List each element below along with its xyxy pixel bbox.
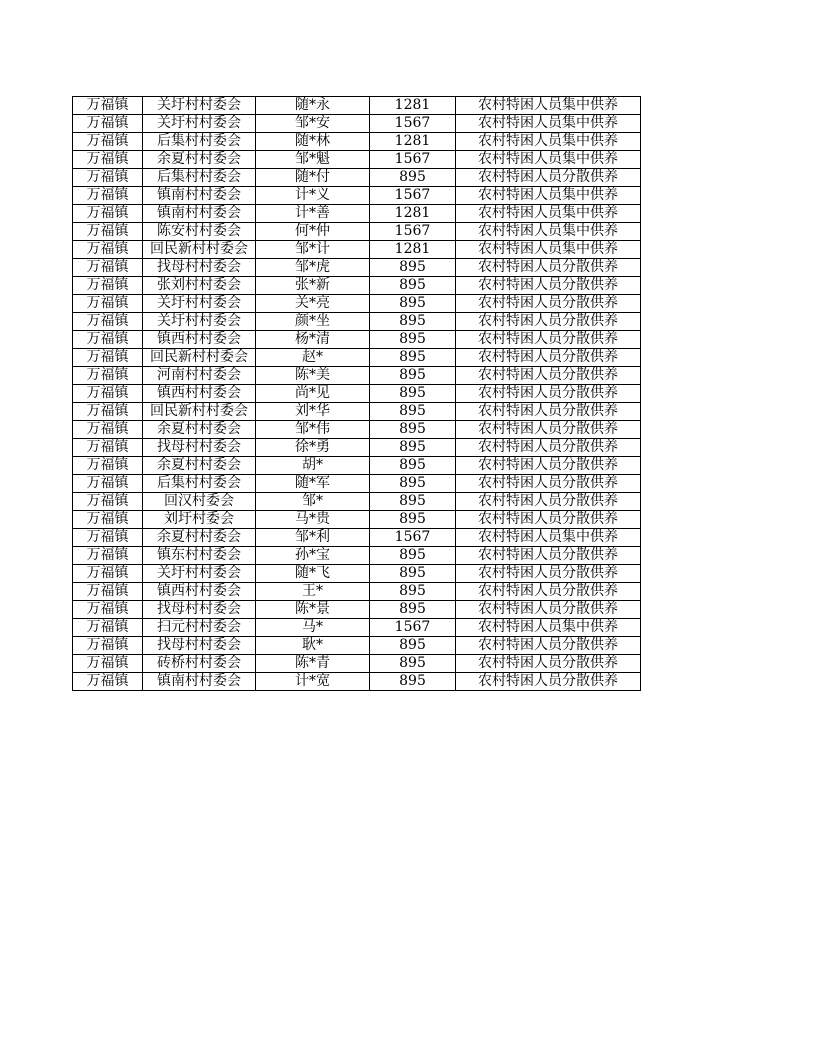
amount-cell: 895 bbox=[370, 511, 456, 529]
table-row bbox=[73, 385, 641, 403]
town-cell: 万福镇 bbox=[73, 439, 143, 457]
amount-cell: 895 bbox=[370, 475, 456, 493]
name-cell: 计*善 bbox=[256, 205, 370, 223]
amount-cell: 895 bbox=[370, 421, 456, 439]
name-cell: 随*军 bbox=[256, 475, 370, 493]
table-row bbox=[73, 313, 641, 331]
table-row bbox=[73, 403, 641, 421]
village-cell: 找母村村委会 bbox=[143, 259, 256, 277]
table-row bbox=[73, 529, 641, 547]
table-row bbox=[73, 457, 641, 475]
amount-cell: 895 bbox=[370, 493, 456, 511]
town-cell: 万福镇 bbox=[73, 583, 143, 601]
amount-cell: 1281 bbox=[370, 241, 456, 259]
town-cell: 万福镇 bbox=[73, 295, 143, 313]
support-type-cell: 农村特困人员分散供养 bbox=[456, 313, 641, 331]
support-type-cell: 农村特困人员分散供养 bbox=[456, 385, 641, 403]
village-cell: 镇南村村委会 bbox=[143, 205, 256, 223]
name-cell: 随*飞 bbox=[256, 565, 370, 583]
name-cell: 邹*魁 bbox=[256, 151, 370, 169]
village-cell: 后集村村委会 bbox=[143, 169, 256, 187]
amount-cell: 895 bbox=[370, 601, 456, 619]
table-row bbox=[73, 511, 641, 529]
amount-cell: 895 bbox=[370, 277, 456, 295]
amount-cell: 895 bbox=[370, 403, 456, 421]
village-cell: 回民新村村委会 bbox=[143, 349, 256, 367]
table-row bbox=[73, 151, 641, 169]
name-cell: 马*贵 bbox=[256, 511, 370, 529]
support-type-cell: 农村特困人员分散供养 bbox=[456, 493, 641, 511]
name-cell: 刘*华 bbox=[256, 403, 370, 421]
town-cell: 万福镇 bbox=[73, 565, 143, 583]
support-type-cell: 农村特困人员集中供养 bbox=[456, 619, 641, 637]
amount-cell: 895 bbox=[370, 367, 456, 385]
town-cell: 万福镇 bbox=[73, 205, 143, 223]
support-type-cell: 农村特困人员分散供养 bbox=[456, 277, 641, 295]
support-type-cell: 农村特困人员集中供养 bbox=[456, 133, 641, 151]
table-row bbox=[73, 493, 641, 511]
name-cell: 邹*虎 bbox=[256, 259, 370, 277]
amount-cell: 895 bbox=[370, 583, 456, 601]
town-cell: 万福镇 bbox=[73, 457, 143, 475]
town-cell: 万福镇 bbox=[73, 493, 143, 511]
name-cell: 胡* bbox=[256, 457, 370, 475]
support-type-cell: 农村特困人员集中供养 bbox=[456, 115, 641, 133]
amount-cell: 1281 bbox=[370, 133, 456, 151]
village-cell: 关圩村村委会 bbox=[143, 565, 256, 583]
town-cell: 万福镇 bbox=[73, 403, 143, 421]
amount-cell: 895 bbox=[370, 295, 456, 313]
support-type-cell: 农村特困人员分散供养 bbox=[456, 475, 641, 493]
name-cell: 何*仲 bbox=[256, 223, 370, 241]
amount-cell: 1281 bbox=[370, 97, 456, 115]
village-cell: 刘圩村委会 bbox=[143, 511, 256, 529]
table-row bbox=[73, 439, 641, 457]
town-cell: 万福镇 bbox=[73, 655, 143, 673]
name-cell: 邹*计 bbox=[256, 241, 370, 259]
support-type-cell: 农村特困人员分散供养 bbox=[456, 259, 641, 277]
table-row bbox=[73, 619, 641, 637]
support-type-cell: 农村特困人员分散供养 bbox=[456, 637, 641, 655]
town-cell: 万福镇 bbox=[73, 529, 143, 547]
village-cell: 镇西村村委会 bbox=[143, 583, 256, 601]
name-cell: 王* bbox=[256, 583, 370, 601]
support-type-cell: 农村特困人员分散供养 bbox=[456, 403, 641, 421]
town-cell: 万福镇 bbox=[73, 151, 143, 169]
support-type-cell: 农村特困人员集中供养 bbox=[456, 223, 641, 241]
town-cell: 万福镇 bbox=[73, 223, 143, 241]
table-row bbox=[73, 349, 641, 367]
support-type-cell: 农村特困人员分散供养 bbox=[456, 655, 641, 673]
town-cell: 万福镇 bbox=[73, 259, 143, 277]
support-type-cell: 农村特困人员分散供养 bbox=[456, 169, 641, 187]
table-row bbox=[73, 97, 641, 115]
amount-cell: 895 bbox=[370, 169, 456, 187]
relief-roster-table bbox=[72, 96, 641, 691]
village-cell: 余夏村村委会 bbox=[143, 151, 256, 169]
amount-cell: 895 bbox=[370, 637, 456, 655]
table-row bbox=[73, 601, 641, 619]
town-cell: 万福镇 bbox=[73, 547, 143, 565]
village-cell: 镇西村村委会 bbox=[143, 331, 256, 349]
name-cell: 邹*利 bbox=[256, 529, 370, 547]
village-cell: 余夏村村委会 bbox=[143, 457, 256, 475]
amount-cell: 1567 bbox=[370, 115, 456, 133]
table-row bbox=[73, 223, 641, 241]
table-row bbox=[73, 187, 641, 205]
support-type-cell: 农村特困人员分散供养 bbox=[456, 439, 641, 457]
table-row bbox=[73, 205, 641, 223]
name-cell: 随*永 bbox=[256, 97, 370, 115]
support-type-cell: 农村特困人员集中供养 bbox=[456, 205, 641, 223]
support-type-cell: 农村特困人员分散供养 bbox=[456, 673, 641, 691]
amount-cell: 895 bbox=[370, 331, 456, 349]
town-cell: 万福镇 bbox=[73, 367, 143, 385]
name-cell: 耿* bbox=[256, 637, 370, 655]
amount-cell: 1567 bbox=[370, 619, 456, 637]
name-cell: 陈*青 bbox=[256, 655, 370, 673]
support-type-cell: 农村特困人员分散供养 bbox=[456, 421, 641, 439]
village-cell: 河南村村委会 bbox=[143, 367, 256, 385]
support-type-cell: 农村特困人员分散供养 bbox=[456, 565, 641, 583]
village-cell: 关圩村村委会 bbox=[143, 313, 256, 331]
support-type-cell: 农村特困人员分散供养 bbox=[456, 457, 641, 475]
name-cell: 邹* bbox=[256, 493, 370, 511]
amount-cell: 1567 bbox=[370, 151, 456, 169]
table-row bbox=[73, 637, 641, 655]
town-cell: 万福镇 bbox=[73, 313, 143, 331]
table-row bbox=[73, 277, 641, 295]
table-row bbox=[73, 259, 641, 277]
name-cell: 张*新 bbox=[256, 277, 370, 295]
town-cell: 万福镇 bbox=[73, 115, 143, 133]
support-type-cell: 农村特困人员分散供养 bbox=[456, 511, 641, 529]
table-row bbox=[73, 583, 641, 601]
amount-cell: 895 bbox=[370, 439, 456, 457]
name-cell: 颜*坐 bbox=[256, 313, 370, 331]
table-row bbox=[73, 673, 641, 691]
support-type-cell: 农村特困人员集中供养 bbox=[456, 151, 641, 169]
name-cell: 计*义 bbox=[256, 187, 370, 205]
amount-cell: 895 bbox=[370, 673, 456, 691]
village-cell: 余夏村村委会 bbox=[143, 529, 256, 547]
name-cell: 徐*勇 bbox=[256, 439, 370, 457]
village-cell: 镇西村村委会 bbox=[143, 385, 256, 403]
amount-cell: 1567 bbox=[370, 187, 456, 205]
village-cell: 找母村村委会 bbox=[143, 439, 256, 457]
amount-cell: 1281 bbox=[370, 205, 456, 223]
name-cell: 邹*伟 bbox=[256, 421, 370, 439]
table-row bbox=[73, 475, 641, 493]
table-row bbox=[73, 331, 641, 349]
town-cell: 万福镇 bbox=[73, 511, 143, 529]
name-cell: 邹*安 bbox=[256, 115, 370, 133]
table-row bbox=[73, 421, 641, 439]
amount-cell: 895 bbox=[370, 565, 456, 583]
support-type-cell: 农村特困人员分散供养 bbox=[456, 601, 641, 619]
amount-cell: 1567 bbox=[370, 529, 456, 547]
support-type-cell: 农村特困人员集中供养 bbox=[456, 97, 641, 115]
village-cell: 关圩村村委会 bbox=[143, 295, 256, 313]
support-type-cell: 农村特困人员分散供养 bbox=[456, 331, 641, 349]
village-cell: 镇南村村委会 bbox=[143, 673, 256, 691]
village-cell: 回民新村村委会 bbox=[143, 403, 256, 421]
name-cell: 孙*宝 bbox=[256, 547, 370, 565]
town-cell: 万福镇 bbox=[73, 601, 143, 619]
table-row bbox=[73, 655, 641, 673]
table-row bbox=[73, 367, 641, 385]
town-cell: 万福镇 bbox=[73, 385, 143, 403]
village-cell: 后集村村委会 bbox=[143, 133, 256, 151]
table-row bbox=[73, 115, 641, 133]
table-row bbox=[73, 547, 641, 565]
town-cell: 万福镇 bbox=[73, 673, 143, 691]
town-cell: 万福镇 bbox=[73, 421, 143, 439]
village-cell: 关圩村村委会 bbox=[143, 115, 256, 133]
village-cell: 张刘村村委会 bbox=[143, 277, 256, 295]
name-cell: 关*亮 bbox=[256, 295, 370, 313]
village-cell: 余夏村村委会 bbox=[143, 421, 256, 439]
support-type-cell: 农村特困人员分散供养 bbox=[456, 583, 641, 601]
town-cell: 万福镇 bbox=[73, 349, 143, 367]
town-cell: 万福镇 bbox=[73, 241, 143, 259]
amount-cell: 895 bbox=[370, 313, 456, 331]
amount-cell: 895 bbox=[370, 385, 456, 403]
town-cell: 万福镇 bbox=[73, 133, 143, 151]
support-type-cell: 农村特困人员分散供养 bbox=[456, 547, 641, 565]
town-cell: 万福镇 bbox=[73, 475, 143, 493]
support-type-cell: 农村特困人员分散供养 bbox=[456, 349, 641, 367]
town-cell: 万福镇 bbox=[73, 169, 143, 187]
village-cell: 镇东村村委会 bbox=[143, 547, 256, 565]
town-cell: 万福镇 bbox=[73, 97, 143, 115]
name-cell: 陈*景 bbox=[256, 601, 370, 619]
town-cell: 万福镇 bbox=[73, 619, 143, 637]
support-type-cell: 农村特困人员集中供养 bbox=[456, 529, 641, 547]
table-row bbox=[73, 565, 641, 583]
table-row bbox=[73, 133, 641, 151]
amount-cell: 1567 bbox=[370, 223, 456, 241]
name-cell: 随*林 bbox=[256, 133, 370, 151]
support-type-cell: 农村特困人员分散供养 bbox=[456, 367, 641, 385]
amount-cell: 895 bbox=[370, 655, 456, 673]
name-cell: 尚*见 bbox=[256, 385, 370, 403]
town-cell: 万福镇 bbox=[73, 277, 143, 295]
support-type-cell: 农村特困人员分散供养 bbox=[456, 295, 641, 313]
amount-cell: 895 bbox=[370, 349, 456, 367]
village-cell: 陈安村村委会 bbox=[143, 223, 256, 241]
support-type-cell: 农村特困人员集中供养 bbox=[456, 187, 641, 205]
village-cell: 砖桥村村委会 bbox=[143, 655, 256, 673]
village-cell: 扫元村村委会 bbox=[143, 619, 256, 637]
name-cell: 随*付 bbox=[256, 169, 370, 187]
table-row bbox=[73, 241, 641, 259]
village-cell: 关圩村村委会 bbox=[143, 97, 256, 115]
amount-cell: 895 bbox=[370, 547, 456, 565]
name-cell: 计*宽 bbox=[256, 673, 370, 691]
support-type-cell: 农村特困人员集中供养 bbox=[456, 241, 641, 259]
name-cell: 陈*美 bbox=[256, 367, 370, 385]
village-cell: 镇南村村委会 bbox=[143, 187, 256, 205]
village-cell: 后集村村委会 bbox=[143, 475, 256, 493]
village-cell: 回汉村委会 bbox=[143, 493, 256, 511]
table-row bbox=[73, 169, 641, 187]
table-row bbox=[73, 295, 641, 313]
village-cell: 找母村村委会 bbox=[143, 637, 256, 655]
town-cell: 万福镇 bbox=[73, 637, 143, 655]
name-cell: 杨*清 bbox=[256, 331, 370, 349]
amount-cell: 895 bbox=[370, 457, 456, 475]
name-cell: 赵* bbox=[256, 349, 370, 367]
table-body bbox=[73, 97, 641, 691]
town-cell: 万福镇 bbox=[73, 331, 143, 349]
amount-cell: 895 bbox=[370, 259, 456, 277]
village-cell: 回民新村村委会 bbox=[143, 241, 256, 259]
village-cell: 找母村村委会 bbox=[143, 601, 256, 619]
name-cell: 马* bbox=[256, 619, 370, 637]
town-cell: 万福镇 bbox=[73, 187, 143, 205]
